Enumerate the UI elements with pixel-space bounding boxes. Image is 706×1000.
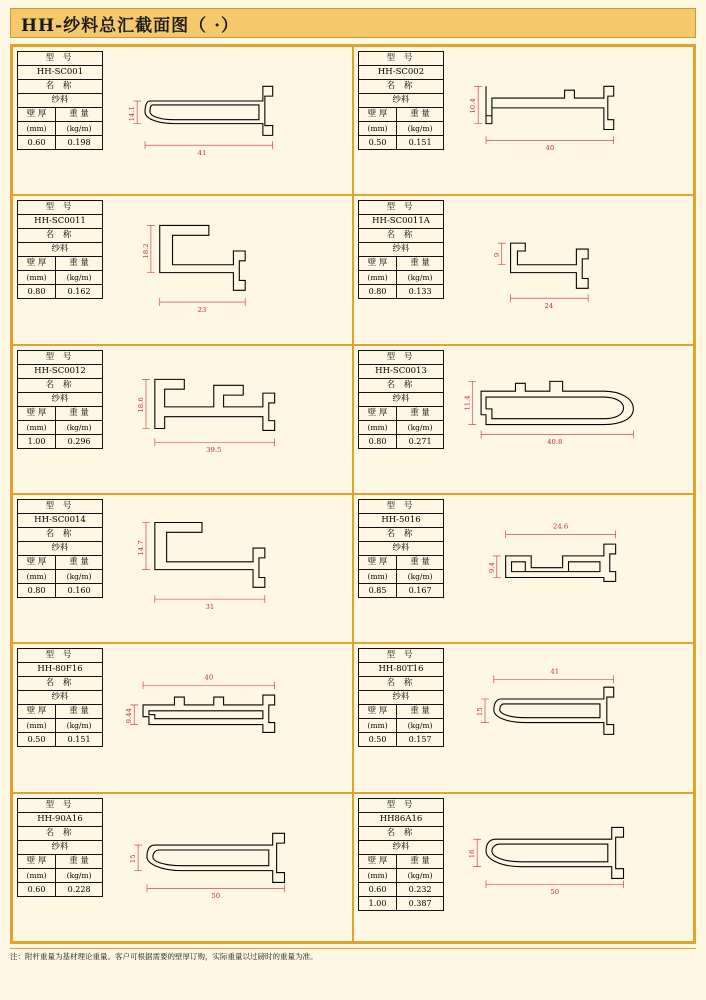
spec-model-header: 型 号 (359, 350, 444, 364)
dim-width: 41 (550, 667, 560, 676)
spec-weight-header: 重 量 (56, 705, 103, 719)
profile-drawing (446, 196, 693, 343)
spec-table (354, 644, 446, 791)
spec-weight-header: 重 量 (56, 854, 103, 868)
dim-width: 24 (544, 302, 554, 311)
spec-wall-header: 壁 厚 (359, 705, 397, 719)
spec-model-value: HH-SC0014 (18, 513, 103, 527)
dim-height: 16 (468, 849, 477, 858)
profile-cell[interactable] (353, 494, 694, 643)
spec-weight-header: 重 量 (56, 257, 103, 271)
profile-drawing (105, 196, 352, 343)
dim-width: 40.8 (547, 437, 563, 446)
profile-drawing (446, 495, 693, 642)
spec-model-header: 型 号 (18, 201, 103, 215)
spec-name-header: 名 称 (18, 378, 103, 392)
profile-drawing (446, 346, 693, 493)
spec-wall-unit: (mm) (359, 868, 397, 882)
profile-cell[interactable] (12, 195, 353, 344)
spec-wall-unit: (mm) (18, 868, 56, 882)
spec-wall-unit: (mm) (18, 719, 56, 733)
spec-weight-unit: (kg/m) (397, 271, 444, 285)
spec-model-header: 型 号 (359, 649, 444, 663)
spec-name-value: 纱料 (18, 94, 103, 108)
profile-cell[interactable] (353, 46, 694, 195)
spec-name-header: 名 称 (359, 378, 444, 392)
spec-table (354, 196, 446, 343)
spec-table (354, 794, 446, 941)
title-bar (10, 8, 696, 38)
spec-name-value: 纱料 (359, 840, 444, 854)
spec-name-value: 纱料 (359, 691, 444, 705)
spec-wall-value: 0.60 (18, 136, 56, 150)
spec-wall-unit: (mm) (359, 719, 397, 733)
spec-table (13, 346, 105, 493)
spec-weight-header: 重 量 (56, 555, 103, 569)
spec-model-header: 型 号 (18, 350, 103, 364)
spec-wall-unit: (mm) (18, 569, 56, 583)
dim-width: 31 (205, 602, 215, 611)
spec-weight-header: 重 量 (397, 257, 444, 271)
spec-model-header: 型 号 (18, 798, 103, 812)
spec-name-header: 名 称 (359, 80, 444, 94)
profile-cell[interactable] (353, 195, 694, 344)
spec-weight-value: 0.198 (56, 136, 103, 150)
spec-name-value: 纱料 (359, 94, 444, 108)
spec-model-header: 型 号 (359, 201, 444, 215)
spec-weight-unit: (kg/m) (397, 122, 444, 136)
spec-name-header: 名 称 (359, 527, 444, 541)
spec-wall-unit: (mm) (359, 271, 397, 285)
spec-weight-value: 0.157 (397, 733, 444, 747)
spec-weight-unit: (kg/m) (56, 420, 103, 434)
dim-height: 11.4 (463, 394, 472, 411)
dim-width: 40 (204, 673, 214, 682)
spec-model-value: HH-SC002 (359, 66, 444, 80)
spec-table (13, 47, 105, 194)
spec-weight-value: 0.228 (56, 882, 103, 896)
spec-weight-unit: (kg/m) (56, 122, 103, 136)
spec-wall-header: 壁 厚 (359, 854, 397, 868)
profile-cell[interactable] (353, 793, 694, 942)
spec-wall-value: 0.80 (18, 583, 56, 597)
spec-weight-header: 重 量 (397, 705, 444, 719)
spec-weight-value: 0.296 (56, 434, 103, 448)
spec-weight-value: 0.271 (397, 434, 444, 448)
spec-wall-header: 壁 厚 (18, 854, 56, 868)
spec-weight-header: 重 量 (56, 406, 103, 420)
profile-drawing (105, 495, 352, 642)
spec-table (13, 196, 105, 343)
dim-height: 18.2 (141, 243, 150, 259)
spec-wall-unit: (mm) (18, 271, 56, 285)
spec-name-header: 名 称 (18, 229, 103, 243)
spec-name-header: 名 称 (18, 80, 103, 94)
profile-cell[interactable] (12, 46, 353, 195)
profile-cell[interactable] (12, 494, 353, 643)
spec-wall-unit: (mm) (359, 420, 397, 434)
spec-wall-value: 0.50 (18, 733, 56, 747)
profile-cell[interactable] (12, 643, 353, 792)
dim-height: 15 (476, 707, 485, 717)
profile-drawing (105, 644, 352, 791)
dim-height: 14.7 (137, 540, 146, 556)
spec-wall-value: 0.85 (359, 583, 397, 597)
spec-wall-header: 壁 厚 (359, 108, 397, 122)
spec-name-header: 名 称 (359, 677, 444, 691)
profile-drawing (105, 47, 352, 194)
spec-weight-unit: (kg/m) (56, 569, 103, 583)
dim-width: 24.6 (553, 522, 569, 531)
spec-wall-header: 壁 厚 (18, 406, 56, 420)
spec-name-header: 名 称 (18, 527, 103, 541)
spec-table (354, 47, 446, 194)
spec-weight-unit: (kg/m) (56, 868, 103, 882)
spec-model-value: HH-SC001 (18, 66, 103, 80)
spec-model-value: HH-80F16 (18, 663, 103, 677)
spec-model-value: HH-SC0011A (359, 215, 444, 229)
spec-wall-value: 0.50 (359, 733, 397, 747)
profile-drawing (446, 644, 693, 791)
spec-weight-value: 0.160 (56, 583, 103, 597)
profile-cell[interactable] (12, 345, 353, 494)
dim-height: 14.1 (128, 106, 137, 122)
dim-width: 40 (545, 144, 555, 153)
spec-wall-header: 壁 厚 (18, 705, 56, 719)
spec-weight-value: 0.162 (56, 285, 103, 299)
spec-wall-header: 壁 厚 (359, 555, 397, 569)
profile-drawing (105, 794, 352, 941)
spec-name-value: 纱料 (359, 392, 444, 406)
spec-wall-unit: (mm) (18, 122, 56, 136)
spec-weight-value-2: 0.387 (397, 896, 444, 910)
footnote: 注：附杆重量为基材理论重量。客户可根据需要的壁厚订购，实际重量以过磅时的重量为准。 (10, 948, 696, 961)
spec-model-value: HH-90A16 (18, 812, 103, 826)
dim-height: 15 (129, 854, 138, 863)
spec-weight-value: 0.151 (56, 733, 103, 747)
spec-name-value: 纱料 (359, 243, 444, 257)
spec-name-value: 纱料 (18, 691, 103, 705)
profile-drawing (105, 346, 352, 493)
spec-weight-unit: (kg/m) (397, 420, 444, 434)
spec-weight-header: 重 量 (397, 854, 444, 868)
spec-name-value: 纱料 (359, 541, 444, 555)
profile-cell[interactable] (12, 793, 353, 942)
spec-weight-header: 重 量 (397, 555, 444, 569)
spec-weight-value: 0.151 (397, 136, 444, 150)
spec-model-header: 型 号 (359, 52, 444, 66)
spec-table (13, 644, 105, 791)
spec-name-value: 纱料 (18, 392, 103, 406)
spec-wall-unit: (mm) (359, 122, 397, 136)
dim-width: 41 (197, 149, 207, 158)
spec-model-value: HH86A16 (359, 812, 444, 826)
spec-name-header: 名 称 (359, 229, 444, 243)
spec-weight-header: 重 量 (56, 108, 103, 122)
spec-wall-value: 1.00 (18, 434, 56, 448)
spec-table (354, 495, 446, 642)
spec-model-value: HH-SC0013 (359, 364, 444, 378)
spec-wall-header: 壁 厚 (359, 406, 397, 420)
dim-width: 50 (211, 891, 221, 900)
profile-drawing (446, 47, 693, 194)
dim-height: 10.4 (469, 98, 478, 114)
spec-wall-header: 壁 厚 (18, 108, 56, 122)
spec-name-value: 纱料 (18, 840, 103, 854)
spec-name-header: 名 称 (18, 826, 103, 840)
dim-height: 9.4 (487, 562, 496, 574)
spec-table (13, 794, 105, 941)
dim-height: 18.6 (137, 396, 146, 413)
spec-weight-header: 重 量 (397, 406, 444, 420)
spec-wall-value: 0.80 (18, 285, 56, 299)
spec-wall-unit: (mm) (18, 420, 56, 434)
spec-model-header: 型 号 (359, 798, 444, 812)
spec-wall-value: 0.60 (18, 882, 56, 896)
spec-wall-value: 0.80 (359, 285, 397, 299)
spec-model-value: HH-SC0011 (18, 215, 103, 229)
spec-table (13, 495, 105, 642)
spec-weight-unit: (kg/m) (56, 271, 103, 285)
spec-name-header: 名 称 (18, 677, 103, 691)
profile-grid (10, 44, 696, 944)
spec-weight-value: 0.167 (397, 583, 444, 597)
dim-height: 9.44 (125, 708, 134, 724)
profile-drawing (446, 794, 693, 941)
spec-name-value: 纱料 (18, 243, 103, 257)
spec-wall-value: 0.80 (359, 434, 397, 448)
spec-wall-header: 壁 厚 (18, 257, 56, 271)
spec-model-value: HH-80T16 (359, 663, 444, 677)
spec-name-value: 纱料 (18, 541, 103, 555)
spec-model-header: 型 号 (18, 52, 103, 66)
spec-name-header: 名 称 (359, 826, 444, 840)
dim-height: 9 (492, 253, 501, 258)
spec-weight-unit: (kg/m) (397, 569, 444, 583)
spec-weight-unit: (kg/m) (397, 868, 444, 882)
spec-wall-value: 0.50 (359, 136, 397, 150)
spec-wall-unit: (mm) (359, 569, 397, 583)
dim-width: 50 (550, 887, 560, 896)
spec-wall-header: 壁 厚 (18, 555, 56, 569)
dim-width: 39.5 (206, 445, 222, 454)
spec-model-header: 型 号 (18, 499, 103, 513)
spec-model-header: 型 号 (359, 499, 444, 513)
spec-wall-value-2: 1.00 (359, 896, 397, 910)
spec-weight-value: 0.232 (397, 882, 444, 896)
spec-wall-value: 0.60 (359, 882, 397, 896)
spec-model-header: 型 号 (18, 649, 103, 663)
spec-table (354, 346, 446, 493)
spec-weight-unit: (kg/m) (56, 719, 103, 733)
spec-weight-unit: (kg/m) (397, 719, 444, 733)
spec-model-value: HH-5016 (359, 513, 444, 527)
spec-weight-value: 0.133 (397, 285, 444, 299)
dim-width: 23 (197, 306, 207, 315)
profile-cell[interactable] (353, 643, 694, 792)
spec-weight-header: 重 量 (397, 108, 444, 122)
page-title: HH-纱料总汇截面图（ ·） (21, 15, 240, 36)
profile-cell[interactable] (353, 345, 694, 494)
spec-wall-header: 壁 厚 (359, 257, 397, 271)
spec-model-value: HH-SC0012 (18, 364, 103, 378)
